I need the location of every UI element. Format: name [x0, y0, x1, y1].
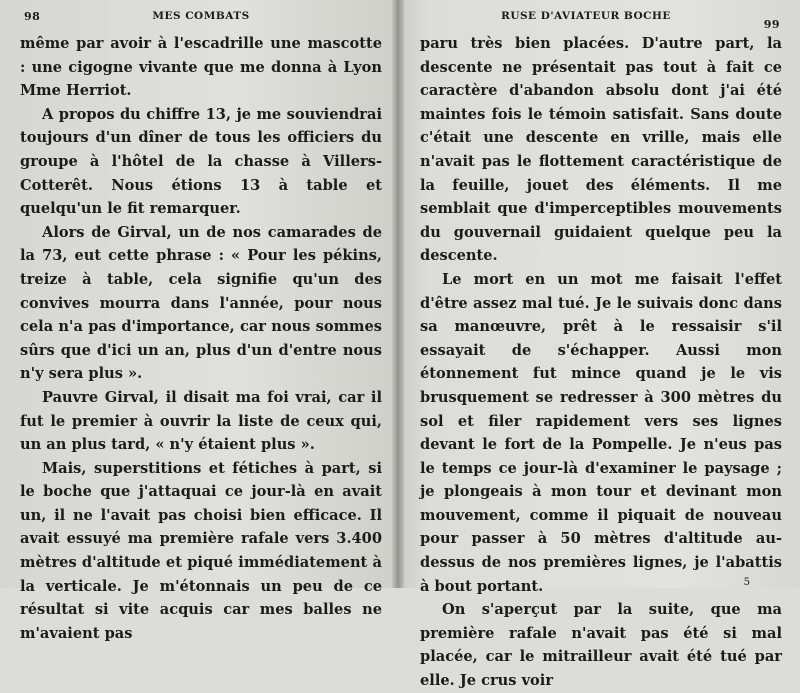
- right-paragraph-1: paru très bien placées. D'autre part, la descente ne présentait pas tout à fait ce caractère d'abandon absolu dont j'ai été maintes fois le témoin satisfait. Sans doute c'était une descente en vrille, mais elle n'avait pas le flottement caractéristique de la feuille, jouet des éléments. Il me semblait que d'imperceptibles mouvements du gouvernail guidaient quelque peu la descente.: [420, 35, 782, 265]
- right-running-title: RUSE D'AVIATEUR BOCHE: [501, 10, 671, 22]
- left-page: [0, 0, 396, 642]
- right-page-number: 99: [763, 18, 780, 31]
- signature-mark: 5: [743, 577, 750, 588]
- right-paragraph-2: Le mort en un mot me faisait l'effet d'être assez mal tué. Je le suivais donc dans sa manœuvre, prêt à le ressaisir s'il essayait de s'échapper. Aussi mon étonnement fut mince quand je le vis brusquement se redresser à 300 mètres du sol et filer rapidement vers ses lignes devant le fort de la Pompelle. Je n'eus pas le temps ce jour-là d'examiner le paysage ; je plongeais à mon tour et devinant mon mouvement, comme il piquait de nouveau pour passer à 50 mètres d'altitude au-dessus de nos premières lignes, je l'abattis à bout portant.: [420, 270, 782, 595]
- right-page: [396, 0, 800, 690]
- right-paragraph-3: On s'aperçut par la suite, que ma première rafale n'avait pas été si mal placée, car le mitrailleur avait été tué par elle. Je crus voir: [420, 601, 782, 690]
- left-running-title: MES COMBATS: [152, 10, 250, 22]
- left-running-head: [20, 8, 382, 32]
- left-paragraph-5: Mais, superstitions et fétiches à part, si le boche que j'attaquai ce jour-là en avait un, il ne l'avait pas choisi bien efficace. Il avait essuyé ma première rafale vers 3.400 mètres d'altitude et piqué immédiatement à la verticale. Je m'étonnais un peu de ce résultat si vite acquis car mes balles ne m'avaient pas: [20, 459, 382, 642]
- left-paragraph-2: A propos du chiffre 13, je me souviendrai toujours d'un dîner de tous les officiers du groupe à l'hôtel de la chasse à Villers-Cotterêt. Nous étions 13 à table et quelqu'un le fit remarquer.: [20, 105, 382, 218]
- right-running-head: [420, 8, 782, 32]
- left-paragraph-1: même par avoir à l'escadrille une mascotte : une cigogne vivante que me donna à Lyon Mme Herriot.: [20, 35, 382, 100]
- left-paragraph-3: Alors de Girval, un de nos camarades de la 73, eut cette phrase : « Pour les pékins, treize à table, cela signifie qu'un des convives mourra dans l'année, pour nous cela n'a pas d'importance, car nous sommes sûrs que d'ici un an, plus d'un d'entre nous n'y sera plus ».: [20, 223, 382, 383]
- left-page-text: [20, 32, 382, 645]
- left-paragraph-4: Pauvre Girval, il disait ma foi vrai, car il fut le premier à ouvrir la liste de ceux qui, un an plus tard, « n'y étaient plus ».: [20, 388, 382, 454]
- right-page-text: [420, 32, 782, 693]
- left-page-number: 98: [24, 10, 41, 23]
